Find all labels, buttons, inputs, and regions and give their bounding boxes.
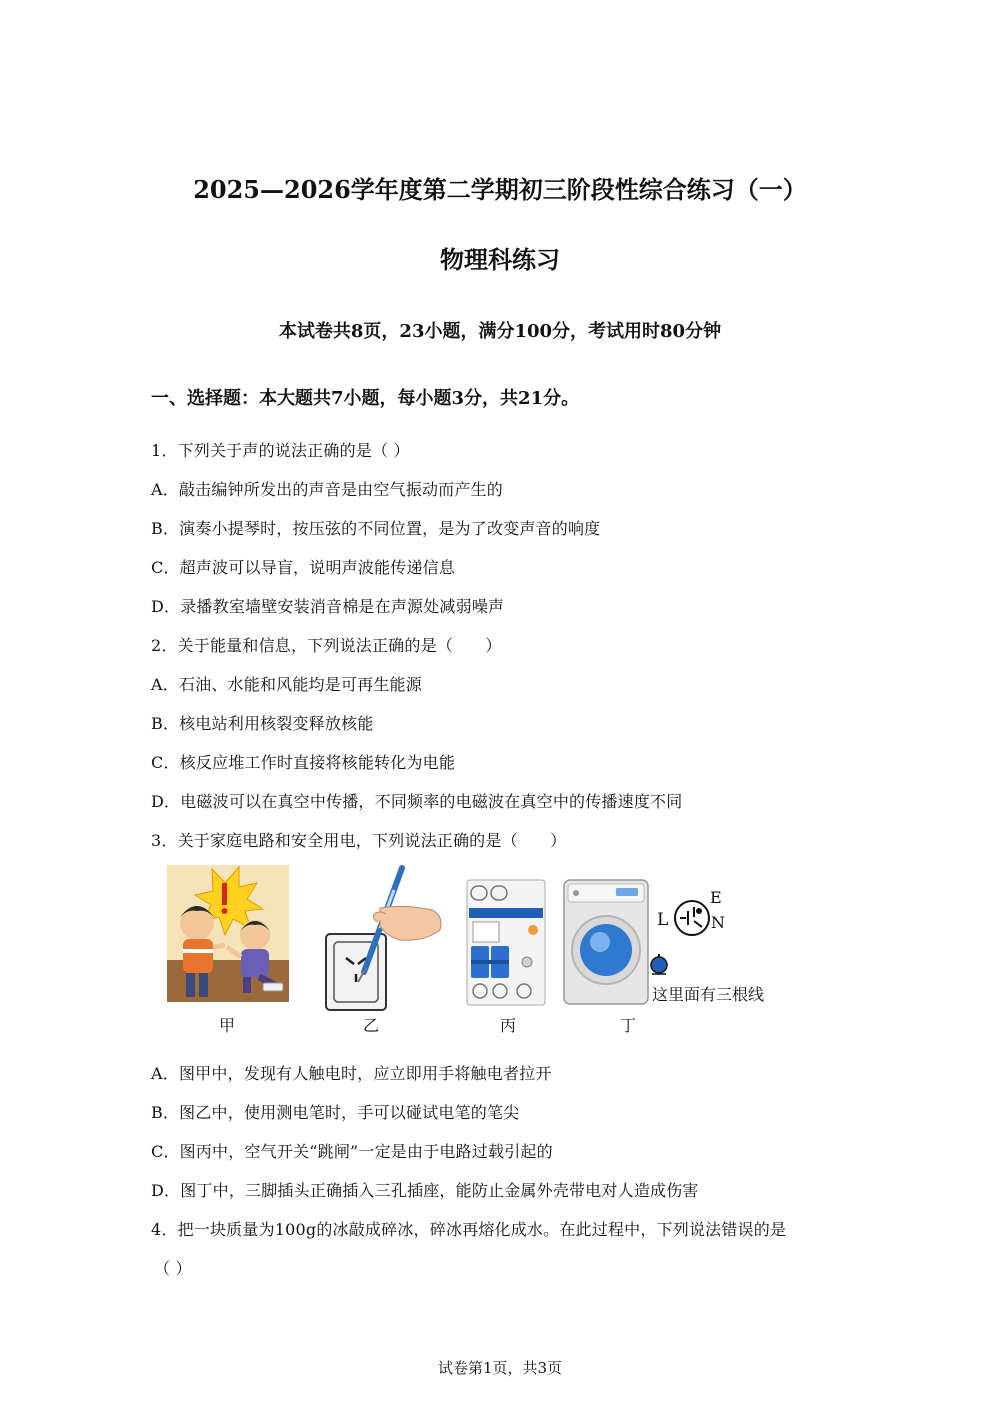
option-d: D．图丁中，三脚插头正确插入三孔插座，能防止金属外壳带电对人造成伤害 — [151, 1181, 699, 1200]
test-pen-image — [324, 864, 444, 1012]
option-b: B．核电站利用核裂变释放核能 — [151, 714, 374, 733]
option-c: C．图丙中，空气开关“跳闸”一定是由于电路过载引起的 — [151, 1142, 553, 1161]
option-d: D．录播教室墙壁安装消音棉是在声源处减弱噪声 — [151, 597, 505, 616]
washing-machine-image — [564, 880, 648, 1004]
plug-cable-icon — [648, 952, 670, 978]
figure-note: 这里面有三根线 — [652, 985, 765, 1004]
figure-caption-ding: 丁 — [619, 1016, 636, 1035]
question-stem: 4．把一块质量为100g的冰敲成碎冰，碎冰再熔化成水。在此过程中，下列说法错误的是 — [151, 1220, 787, 1239]
option-c: C．核反应堆工作时直接将核能转化为电能 — [151, 753, 456, 772]
option-b: B．演奏小提琴时，按压弦的不同位置，是为了改变声音的响度 — [151, 519, 601, 538]
option-d: D．电磁波可以在真空中传播，不同频率的电磁波在真空中的传播速度不同 — [151, 792, 683, 811]
figure-caption-jia: 甲 — [218, 1016, 235, 1035]
option-b: B．图乙中，使用测电笔时，手可以碰试电笔的笔尖 — [151, 1103, 520, 1122]
figure-caption-yi: 乙 — [362, 1016, 379, 1035]
plug-label-e: E — [710, 888, 722, 907]
section-heading: 一、选择题：本大题共7小题，每小题3分，共21分。 — [151, 388, 580, 409]
question-stem-continued: （ ） — [154, 1259, 192, 1278]
shock-cartoon-image — [167, 865, 289, 1002]
question-stem: 1．下列关于声的说法正确的是（ ） — [151, 441, 410, 460]
figure-caption-bing: 丙 — [499, 1016, 516, 1035]
option-a: A．石油、水能和风能均是可再生能源 — [151, 675, 422, 694]
plug-symbol-icon — [672, 897, 712, 939]
option-a: A．图甲中，发现有人触电时，应立即用手将触电者拉开 — [151, 1064, 552, 1083]
question-stem: 2．关于能量和信息，下列说法正确的是（ ） — [151, 636, 502, 655]
plug-label-l: L — [657, 910, 669, 930]
question-stem: 3．关于家庭电路和安全用电，下列说法正确的是（ ） — [151, 831, 567, 850]
subject-title: 物理科练习 — [440, 245, 560, 274]
plug-label-n: N — [711, 913, 725, 932]
air-switch-image — [467, 880, 545, 1005]
option-a: A．敲击编钟所发出的声音是由空气振动而产生的 — [151, 480, 503, 499]
exam-info: 本试卷共8页，23小题，满分100分，考试用时80分钟 — [278, 321, 722, 342]
exam-title: 2025—2026学年度第二学期初三阶段性综合练习（一） — [193, 175, 807, 204]
option-c: C．超声波可以导盲，说明声波能传递信息 — [151, 558, 456, 577]
page-footer: 试卷第1页，共3页 — [437, 1359, 563, 1377]
